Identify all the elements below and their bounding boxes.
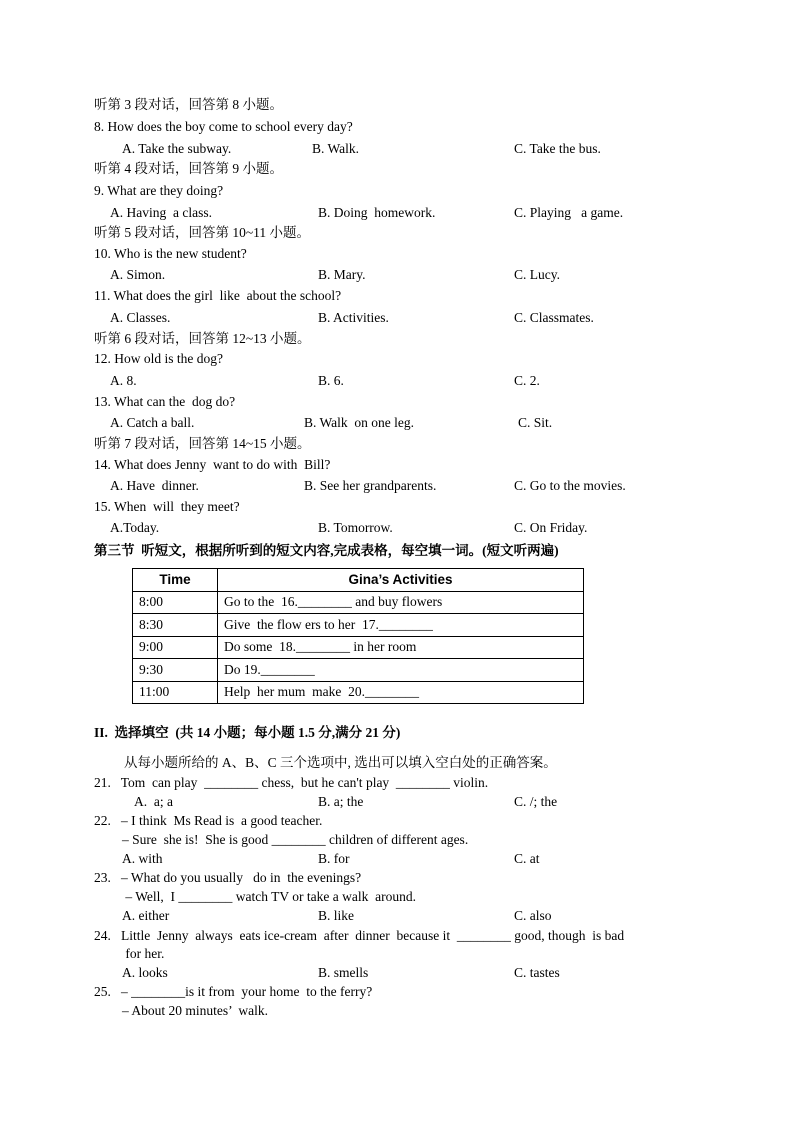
question-22-line-2: – Sure she is! She is good ________ children of different ages. (122, 832, 469, 847)
section-2-instruction: 从每小题所给的 A、B、C 三个选项中, 选出可以填入空白处的正确答案。 (124, 755, 557, 770)
question-10: 10. Who is the new student? (94, 246, 247, 261)
activity-cell: Help her mum make 20.________ (218, 681, 584, 704)
activities-table (132, 568, 584, 704)
activity-cell: Do 19.________ (218, 659, 584, 682)
table-row (133, 659, 584, 682)
q11-option-c: C. Classmates. (514, 310, 594, 325)
question-13: 13. What can the dog do? (94, 394, 236, 409)
table-row (133, 681, 584, 704)
q22-option-a: A. with (122, 851, 163, 866)
q24-option-c: C. tastes (514, 965, 560, 980)
question-14: 14. What does Jenny want to do with Bill? (94, 457, 331, 472)
time-cell: 9:00 (133, 636, 218, 659)
q10-option-b: B. Mary. (318, 267, 366, 282)
q9-option-c: C. Playing a game. (514, 205, 624, 220)
question-24-line-2: for her. (122, 946, 165, 961)
question-24: 24. Little Jenny always eats ice-cream after dinner because it ________ good, though is bad (94, 928, 625, 943)
q23-option-c: C. also (514, 908, 552, 923)
table-header-row (133, 569, 584, 592)
q24-option-b: B. smells (318, 965, 369, 980)
q12-option-a: A. 8. (110, 373, 137, 388)
header-time: Time (133, 569, 218, 592)
q15-option-c: C. On Friday. (514, 520, 588, 535)
q14-option-a: A. Have dinner. (110, 478, 199, 493)
question-12: 12. How old is the dog? (94, 351, 223, 366)
q9-option-b: B. Doing homework. (318, 205, 436, 220)
q23-option-a: A. either (122, 908, 170, 923)
question-25: 25. – ________is it from your home to the ferry? (94, 984, 373, 999)
time-cell: 8:30 (133, 614, 218, 637)
time-cell: 8:00 (133, 591, 218, 614)
q13-option-c: C. Sit. (518, 415, 553, 430)
instruction-q8: 听第 3 段对话，回答第 8 小题。 (94, 97, 283, 112)
header-activities: Gina’s Activities (218, 569, 584, 592)
q14-option-b: B. See her grandparents. (304, 478, 437, 493)
q22-option-b: B. for (318, 851, 350, 866)
q15-option-a: A.Today. (110, 520, 160, 535)
q8-option-c: C. Take the bus. (514, 141, 601, 156)
q10-option-a: A. Simon. (110, 267, 166, 282)
q10-option-c: C. Lucy. (514, 267, 560, 282)
q12-option-c: C. 2. (514, 373, 540, 388)
q15-option-b: B. Tomorrow. (318, 520, 393, 535)
question-11: 11. What does the girl like about the school? (94, 288, 342, 303)
question-25-line-2: – About 20 minutes’ walk. (122, 1003, 268, 1018)
q21-option-a: A. a; a (134, 794, 173, 809)
q11-option-b: B. Activities. (318, 310, 389, 325)
instruction-q12-13: 听第 6 段对话，回答第 12~13 小题。 (94, 331, 311, 346)
q8-option-a: A. Take the subway. (122, 141, 232, 156)
question-15: 15. When will they meet? (94, 499, 240, 514)
activity-cell: Give the flow ers to her 17.________ (218, 614, 584, 637)
question-9: 9. What are they doing? (94, 183, 224, 198)
instruction-q14-15: 听第 7 段对话，回答第 14~15 小题。 (94, 436, 311, 451)
question-23: 23. – What do you usually do in the evenings? (94, 870, 362, 885)
time-cell: 9:30 (133, 659, 218, 682)
q13-option-b: B. Walk on one leg. (304, 415, 415, 430)
q22-option-c: C. at (514, 851, 540, 866)
time-cell: 11:00 (133, 681, 218, 704)
part3-heading: 第三节 听短文，根据所听到的短文内容,完成表格，每空填一词。(短文听两遍) (94, 543, 559, 558)
instruction-q10-11: 听第 5 段对话，回答第 10~11 小题。 (94, 225, 311, 240)
question-23-line-2: – Well, I ________ watch TV or take a walk around. (122, 889, 416, 904)
section-2-heading: II. 选择填空 (共 14 小题；每小题 1.5 分,满分 21 分) (94, 725, 401, 740)
instruction-q9: 听第 4 段对话，回答第 9 小题。 (94, 161, 283, 176)
activity-cell: Go to the 16.________ and buy flowers (218, 591, 584, 614)
q23-option-b: B. like (318, 908, 354, 923)
q14-option-c: C. Go to the movies. (514, 478, 626, 493)
question-22: 22. – I think Ms Read is a good teacher. (94, 813, 323, 828)
q11-option-a: A. Classes. (110, 310, 171, 325)
table-row (133, 636, 584, 659)
question-21: 21. Tom can play ________ chess, but he can't play ________ violin. (94, 775, 489, 790)
q21-option-b: B. a; the (318, 794, 364, 809)
q12-option-b: B. 6. (318, 373, 344, 388)
q13-option-a: A. Catch a ball. (110, 415, 195, 430)
q24-option-a: A. looks (122, 965, 168, 980)
activity-cell: Do some 18.________ in her room (218, 636, 584, 659)
q21-option-c: C. /; the (514, 794, 558, 809)
table-row (133, 591, 584, 614)
q8-option-b: B. Walk. (312, 141, 360, 156)
q9-option-a: A. Having a class. (110, 205, 212, 220)
table-row (133, 614, 584, 637)
question-8: 8. How does the boy come to school every day? (94, 119, 353, 134)
